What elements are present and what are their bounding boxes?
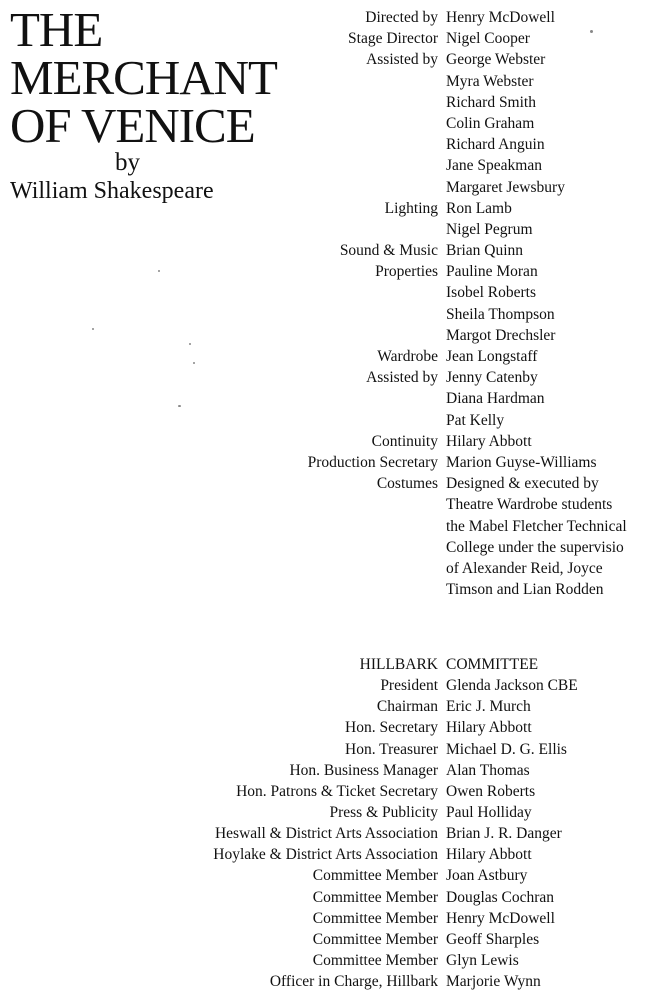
credit-row [0, 304, 671, 325]
credit-role: Committee Member [312, 888, 438, 906]
credit-row [0, 739, 671, 760]
credit-name: Diana Hardman [446, 390, 545, 408]
credit-row [0, 388, 671, 409]
credit-role [0, 537, 446, 558]
credit-row [0, 844, 671, 865]
by-label: by [115, 149, 140, 176]
credit-row [0, 558, 671, 579]
credit-name: Henry McDowell [446, 909, 555, 927]
credit-row [0, 473, 671, 494]
credit-role [0, 92, 446, 113]
credit-role: Lighting [384, 199, 438, 217]
print-speck [590, 30, 593, 33]
credit-role [0, 388, 446, 409]
credit-name: Michael D. G. Ellis [446, 740, 567, 758]
print-speck [178, 405, 181, 407]
credit-row [0, 865, 671, 886]
credit-role [0, 134, 446, 155]
credit-row [0, 71, 671, 92]
credit-role: Hon. Business Manager [289, 761, 438, 779]
credit-row [0, 410, 671, 431]
credit-name: COMMITTEE [446, 656, 539, 673]
author-name: William Shakespeare [10, 178, 214, 204]
credit-role [0, 516, 446, 537]
credit-role [0, 113, 446, 134]
credit-role [0, 558, 446, 579]
credit-name: Timson and Lian Rodden [446, 581, 604, 599]
credit-role: Hon. Secretary [345, 719, 438, 737]
credit-role: Directed by [365, 9, 438, 26]
credit-name: the Mabel Fletcher Technical [446, 517, 627, 535]
credit-role [0, 177, 446, 198]
play-title-line: OF VENICE [10, 98, 255, 153]
credit-role [0, 282, 446, 303]
credit-role [0, 155, 446, 176]
credit-role: Hon. Treasurer [345, 740, 438, 758]
credit-role: Heswall & District Arts Association [214, 825, 438, 843]
credit-row [0, 240, 671, 261]
credit-role [0, 325, 446, 346]
credit-name: Hilary Abbott [446, 846, 532, 864]
credit-role: Assisted by [366, 369, 438, 387]
credit-name: Theatre Wardrobe students [446, 496, 613, 514]
credit-row [0, 823, 671, 844]
play-title-line: MERCHANT [10, 50, 277, 105]
credit-row [0, 929, 671, 950]
credit-row [0, 198, 671, 219]
credit-role: Continuity [371, 432, 438, 450]
play-title-line: THE [10, 2, 103, 57]
credit-row [0, 155, 671, 176]
credit-name: Richard Smith [446, 93, 536, 111]
credit-row [0, 908, 671, 929]
credit-name: College under the supervisio [446, 538, 624, 556]
credit-row [0, 971, 671, 992]
credit-row [0, 219, 671, 240]
credit-row [0, 696, 671, 717]
credit-name: Paul Holliday [446, 803, 532, 821]
credit-row [0, 134, 671, 155]
credit-role: HILLBARK [359, 656, 438, 673]
credit-name: Sheila Thompson [446, 305, 555, 323]
credit-row [0, 516, 671, 537]
credit-role: Sound & Music [339, 242, 438, 260]
credit-name: Marion Guyse-Williams [446, 453, 597, 471]
credit-name: Nigel Cooper [446, 30, 530, 48]
credit-row [0, 282, 671, 303]
credit-role: Committee Member [312, 930, 438, 948]
credit-name: of Alexander Reid, Joyce [446, 559, 603, 577]
print-speck [193, 362, 195, 364]
credit-row [0, 781, 671, 802]
credit-role: Press & Publicity [329, 803, 438, 821]
credit-name: Ron Lamb [446, 199, 512, 217]
credit-name: Colin Graham [446, 114, 535, 132]
credit-name: Jean Longstaff [446, 348, 538, 365]
credit-row [0, 261, 671, 282]
credit-row [0, 537, 671, 558]
credit-row [0, 802, 671, 823]
credit-name: Geoff Sharples [446, 930, 540, 948]
credit-name: Pat Kelly [446, 411, 505, 429]
credit-role: Wardrobe [377, 348, 438, 365]
credit-row [0, 325, 671, 346]
credit-name: Eric J. Murch [446, 698, 531, 716]
print-speck [189, 343, 191, 345]
credit-name: Myra Webster [446, 72, 534, 90]
credit-name: Owen Roberts [446, 782, 536, 800]
credit-name: Alan Thomas [446, 761, 530, 779]
credit-role [0, 410, 446, 431]
credit-role: Production Secretary [307, 453, 438, 471]
credit-name: Douglas Cochran [446, 888, 555, 906]
credit-role: Chairman [376, 698, 438, 716]
credit-row [0, 887, 671, 908]
credit-row [0, 717, 671, 738]
credit-role: Committee Member [312, 909, 438, 927]
credit-row [0, 177, 671, 198]
credit-role: Officer in Charge, Hillbark [269, 973, 438, 991]
credit-row [0, 494, 671, 515]
credit-row [0, 7, 671, 28]
credit-name: Hilary Abbott [446, 719, 532, 737]
credit-role: Costumes [376, 475, 438, 493]
credit-name: Brian J. R. Danger [446, 825, 562, 843]
credit-name: Brian Quinn [446, 242, 524, 260]
credit-role [0, 219, 446, 240]
credit-role: Stage Director [348, 30, 438, 48]
print-speck [158, 270, 160, 272]
credit-name: Glenda Jackson CBE [446, 677, 578, 695]
production-credits [0, 2, 671, 600]
credit-role [0, 494, 446, 515]
credit-role: Hoylake & District Arts Association [213, 846, 438, 864]
committee-list [0, 654, 671, 992]
credit-name: Designed & executed by [446, 475, 599, 493]
credit-name: Nigel Pegrum [446, 220, 533, 238]
credit-name: Joan Astbury [446, 867, 528, 885]
credit-role [0, 304, 446, 325]
credit-row [0, 675, 671, 696]
credit-name: Margaret Jewsbury [446, 178, 565, 196]
credit-role [0, 71, 446, 92]
credit-role: President [380, 677, 438, 695]
credit-role [0, 579, 446, 600]
credit-role: Hon. Patrons & Ticket Secretary [236, 782, 438, 800]
credit-row [0, 950, 671, 971]
credit-row [0, 346, 671, 367]
credit-row [0, 367, 671, 388]
credit-name: George Webster [446, 51, 546, 69]
credit-name: Isobel Roberts [446, 284, 536, 302]
credit-row [0, 28, 671, 49]
credit-name: Glyn Lewis [446, 951, 519, 969]
credit-row [0, 452, 671, 473]
credit-row [0, 92, 671, 113]
credit-name: Jenny Catenby [446, 369, 538, 387]
credit-row [0, 431, 671, 452]
credit-name: Richard Anguin [446, 136, 545, 154]
credit-role: Properties [375, 263, 438, 281]
credit-name: Hilary Abbott [446, 432, 532, 450]
credit-role: Committee Member [312, 951, 438, 969]
credit-name: Marjorie Wynn [446, 973, 541, 991]
credit-row [0, 579, 671, 600]
credit-name: Pauline Moran [446, 263, 538, 281]
credit-role: Committee Member [312, 867, 438, 885]
credit-name: Jane Speakman [446, 157, 542, 175]
print-speck [92, 328, 94, 330]
credit-name: Margot Drechsler [446, 326, 556, 344]
credit-row [0, 654, 671, 675]
credit-row [0, 113, 671, 134]
credit-row [0, 760, 671, 781]
credit-role: Assisted by [366, 51, 438, 69]
credit-name: Henry McDowell [446, 9, 555, 26]
credit-row [0, 49, 671, 70]
